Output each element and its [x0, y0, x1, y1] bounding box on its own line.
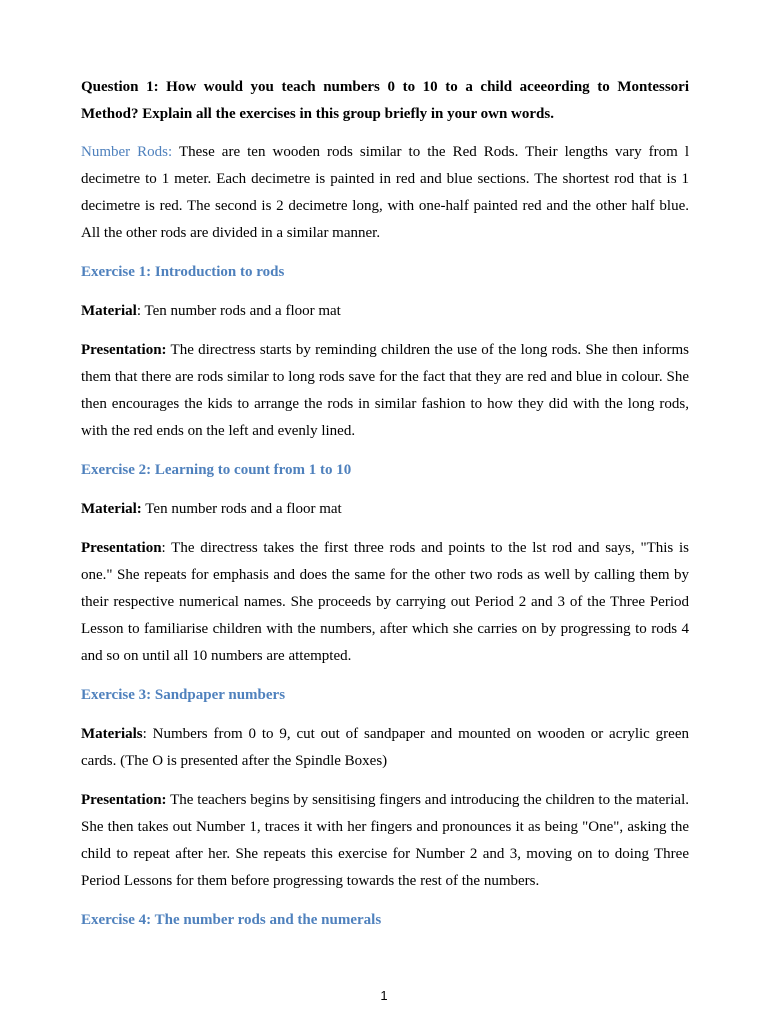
page-number: 1 — [380, 988, 388, 1003]
material-text: : Numbers from 0 to 9, cut out of sandpaper and mounted on wooden or acrylic green cards. (The O is presented after the Spindle Boxes) — [81, 726, 689, 769]
exercise-1-presentation — [81, 337, 689, 445]
material-text: : Ten number rods and a floor mat — [136, 303, 341, 319]
exercise-3-title: Exercise 3: Sandpaper numbers — [81, 687, 286, 703]
exercise-3-material — [81, 721, 689, 775]
presentation-label: Presentation: — [81, 792, 167, 808]
material-label: Materials — [81, 726, 143, 742]
presentation-label: Presentation: — [81, 342, 167, 358]
document-page — [81, 74, 689, 946]
material-label: Material — [81, 303, 137, 319]
exercise-2-material — [81, 496, 689, 523]
number-rods-paragraph — [81, 139, 689, 247]
number-rods-sep: : — [168, 144, 173, 160]
presentation-text: The directress starts by reminding children the use of the long rods. She then informs them that there are rods similar to long rods save for the fact that they are red and blue in colour. She then encourages the kids to arrange the rods in similar fashion to how they did with the long rods, with the red ends on the left and evenly lined. — [81, 342, 689, 439]
material-text: Ten number rods and a floor mat — [141, 501, 342, 517]
presentation-label: Presentation — [81, 540, 162, 556]
exercise-3-presentation — [81, 787, 689, 895]
number-rods-label: Number Rods — [81, 144, 169, 160]
exercise-1-title: Exercise 1: Introduction to rods — [81, 264, 285, 280]
presentation-text: : The directress takes the first three rods and points to the lst rod and says, "This is one." She repeats for emphasis and does the same for the other two rods as well by calling them by their respective numerical names. She proceeds by carrying out Period 2 and 3 of the Three Period Lesson to familiarise children with the numbers, after which she carries on by progressing to rods 4 and so on until all 10 numbers are attempted. — [81, 540, 689, 664]
exercise-2-title: Exercise 2: Learning to count from 1 to 10 — [81, 462, 352, 478]
exercise-2-presentation — [81, 535, 689, 670]
number-rods-text: These are ten wooden rods similar to the Red Rods. Their lengths vary from l decimetre to 1 meter. Each decimetre is painted in red and blue sections. The shortest rod that is 1 decimetre is red. The second is 2 decimetre long, with one-half painted red and the other half blue. All the other rods are divided in a similar manner. — [81, 144, 689, 241]
material-label: Material: — [81, 501, 142, 517]
question-text: Question 1: How would you teach numbers 0 to 10 to a child aceeording to Montessori Method? Explain all the exercises in this group briefly in your own words. — [81, 79, 689, 122]
presentation-text: The teachers begins by sensitising fingers and introducing the children to the material. She then takes out Number 1, traces it with her fingers and pronounces it as being "One", asking the child to repeat after her. She repeats this exercise for Number 2 and 3, moving on to doing Three Period Lessons for them before progressing towards the rest of the numbers. — [81, 792, 689, 889]
exercise-4-title: Exercise 4: The number rods and the numerals — [81, 912, 382, 928]
exercise-1-material — [81, 298, 689, 325]
